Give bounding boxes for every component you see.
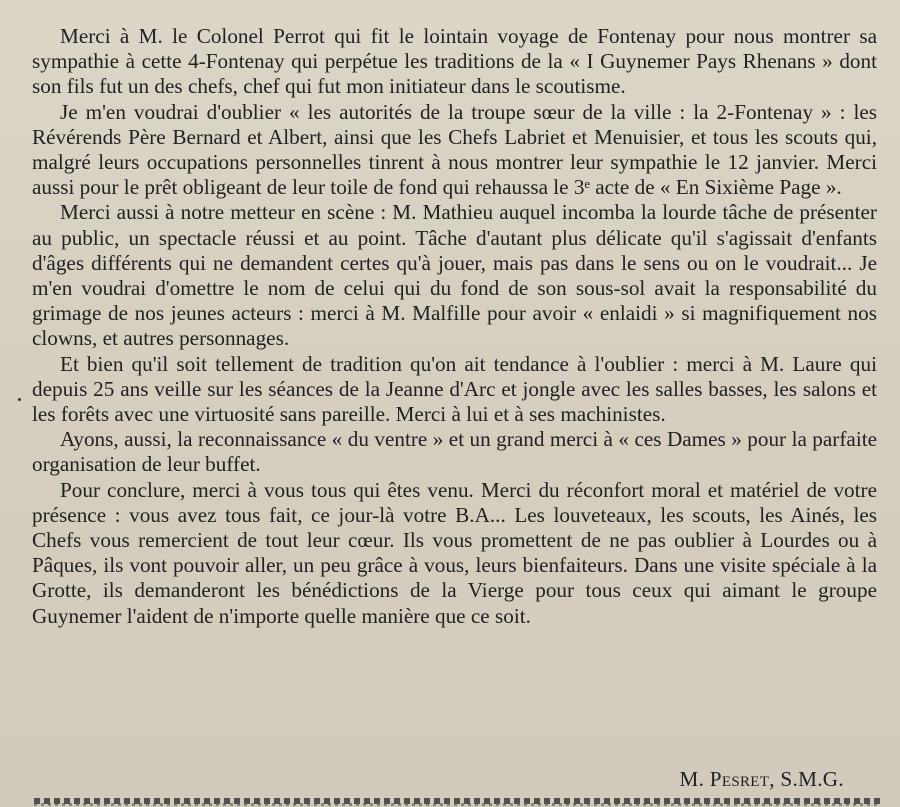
print-speck [18,398,21,401]
decorative-border-lower [34,803,880,806]
signature: M. Pesret, S.M.G. [679,767,844,791]
letter-body [32,24,877,629]
paragraph-thanks-colonel: Merci à M. le Colonel Perrot qui fit le lointain voyage de Fontenay pour nous montrer sa sympathie à cette 4-Fontenay qui perpétue les traditions de la « I Guynemer Pays Rhenans » dont son fils fut un des chefs, chef qui fut mon initiateur dans le scoutisme. [32,24,877,99]
paragraph-thanks-director: Merci aussi à notre metteur en scène : M. Mathieu auquel incomba la lourde tâche de présenter au public, un spectacle réussi et au point. Tâche d'autant plus délicate qu'il s'agissait d'enfants d'âges différents qui ne demandent certes qu'à jouer, mais pas dans le sens ou on le voudrait... Je m'en voudrai d'omettre le nom de celui qui du fond de son sous-sol avait la responsabilité du grimage de nos jeunes acteurs : merci à M. Malfille pour avoir « enlaidi » si magnifiquement nos clowns, et autres personnages. [32,200,877,351]
paragraph-thanks-authorities: Je m'en voudrai d'oublier « les autorités de la troupe sœur de la ville : la 2-Fontenay » : les Révérends Père Bernard et Albert, ainsi que les Chefs Labriet et Menuisier, et tous les scouts qui, malgré leurs occupations personnelles tinrent à nous montrer leur sympathie le 12 janvier. Merci aussi pour le prêt obligeant de leur toile de fond qui rehaussa le 3ᵉ acte de « En Sixième Page ». [32,99,877,200]
paragraph-conclusion: Pour conclure, merci à vous tous qui êtes venu. Merci du réconfort moral et matériel de votre présence : vous avez tous fait, ce jour-là votre B.A... Les louveteaux, les scouts, les Ainés, les Chefs vous remercient de tout leur cœur. Ils vous promettent de ne pas oublier à Lourdes ou à Pâques, ils vont pouvoir aller, un peu grâce à vous, leurs bienfaiteurs. Dans une visite spéciale à la Grotte, ils demanderont les bénédictions de la Vierge pour tous ceux qui aimant le groupe Guynemer l'aident de n'importe quelle manière que ce soit. [32,477,877,628]
paragraph-thanks-laure: Et bien qu'il soit tellement de tradition qu'on ait tendance à l'oublier : merci à M. Laure qui depuis 25 ans veille sur les séances de la Jeanne d'Arc et jongle avec les salles basses, les salons et les forêts avec une virtuosité sans pareille. Merci à lui et à ses machinistes. [32,351,877,427]
paragraph-thanks-dames: Ayons, aussi, la reconnaissance « du ventre » et un grand merci à « ces Dames » pour la parfaite organisation de leur buffet. [32,427,877,477]
